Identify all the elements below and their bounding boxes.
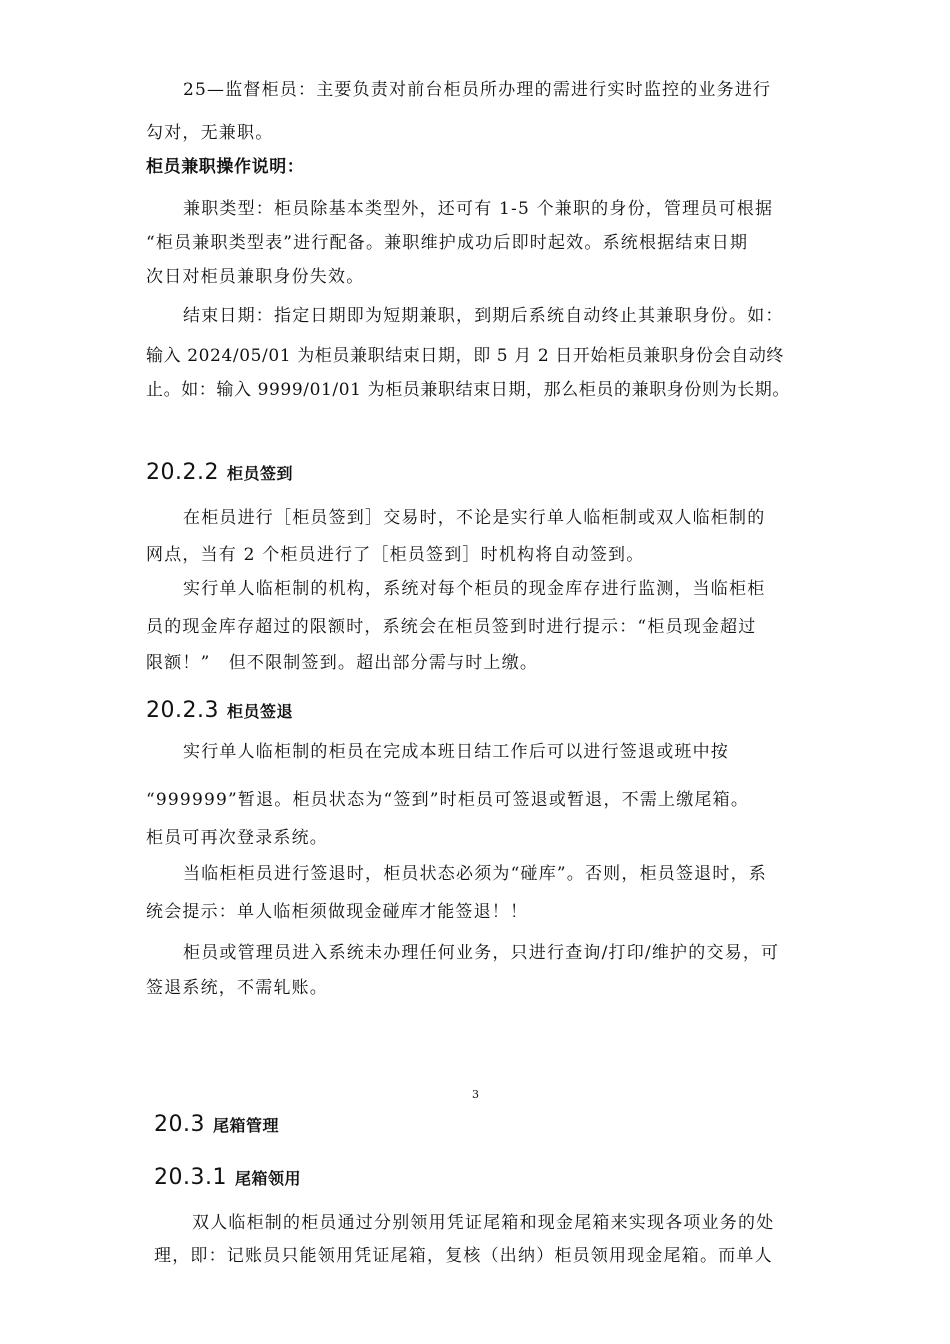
text-line: 统会提示：单人临柜须做现金碰库才能签退！！: [146, 902, 529, 922]
text-line: 网点，当有 2 个柜员进行了［柜员签到］时机构将自动签到。: [146, 545, 645, 565]
section-heading: [154, 1165, 301, 1190]
text-line: 限额！” 但不限制签到。超出部分需与时上缴。: [146, 653, 539, 673]
text-line: “柜员兼职类型表”进行配备。兼职维护成功后即时起效。系统根据结束日期: [146, 233, 749, 253]
text-line: 25—监督柜员：主要负责对前台柜员所办理的需进行实时监控的业务进行: [183, 80, 772, 100]
text-line: 当临柜柜员进行签退时，柜员状态必须为“碰库”。否则，柜员签退时，系: [183, 864, 767, 884]
text-line: 兼职类型：柜员除基本类型外，还可有 1-5 个兼职的身份，管理员可根据: [183, 199, 774, 219]
section-heading: [146, 698, 293, 723]
section-number: 20.2.2: [146, 460, 219, 485]
text-line: 次日对柜员兼职身份失效。: [146, 267, 365, 287]
section-title: 柜员签退: [226, 702, 293, 721]
text-line: 柜员可再次登录系统。: [146, 828, 328, 848]
text-line: 实行单人临柜制的机构，系统对每个柜员的现金库存进行监测，当临柜柜: [183, 579, 766, 599]
text-line: 止。如：输入 9999/01/01 为柜员兼职结束日期，那么柜员的兼职身份则为长期。: [146, 380, 790, 400]
section-heading: [146, 460, 293, 485]
section-number: 20.3.1: [154, 1165, 227, 1190]
text-line: 双人临柜制的柜员通过分别领用凭证尾箱和现金尾箱来实现各项业务的处: [192, 1213, 775, 1233]
section-title: 尾箱领用: [234, 1169, 301, 1188]
text-line: 柜员或管理员进入系统未办理任何业务，只进行查询/打印/维护的交易，可: [183, 943, 780, 963]
text-line: 实行单人临柜制的柜员在完成本班日结工作后可以进行签退或班中按: [183, 742, 729, 762]
text-line: 签退系统，不需轧账。: [146, 978, 328, 998]
page-number: 3: [472, 1088, 479, 1101]
section-heading: [154, 1112, 279, 1137]
section-number: 20.2.3: [146, 698, 219, 723]
text-line: 员的现金库存超过的限额时，系统会在柜员签到时进行提示：“柜员现金超过: [146, 617, 757, 637]
text-line: 结束日期：指定日期即为短期兼职，到期后系统自动终止其兼职身份。如：: [183, 306, 784, 326]
text-line: 在柜员进行［柜员签到］交易时，不论是实行单人临柜制或双人临柜制的: [183, 508, 766, 528]
section-title: 柜员签到: [226, 464, 293, 483]
subheading: 柜员兼职操作说明：: [146, 157, 305, 177]
section-title: 尾箱管理: [212, 1116, 279, 1135]
section-number: 20.3: [154, 1112, 205, 1137]
text-line: 输入 2024/05/01 为柜员兼职结束日期，即 5 月 2 日开始柜员兼职身份会自动终: [146, 346, 785, 366]
text-line: 理，即：记账员只能领用凭证尾箱，复核（出纳）柜员领用现金尾箱。而单人: [154, 1246, 773, 1266]
text-line: “999999”暂退。柜员状态为“签到”时柜员可签退或暂退，不需上缴尾箱。: [146, 790, 750, 810]
text-line: 勾对，无兼职。: [146, 123, 274, 143]
